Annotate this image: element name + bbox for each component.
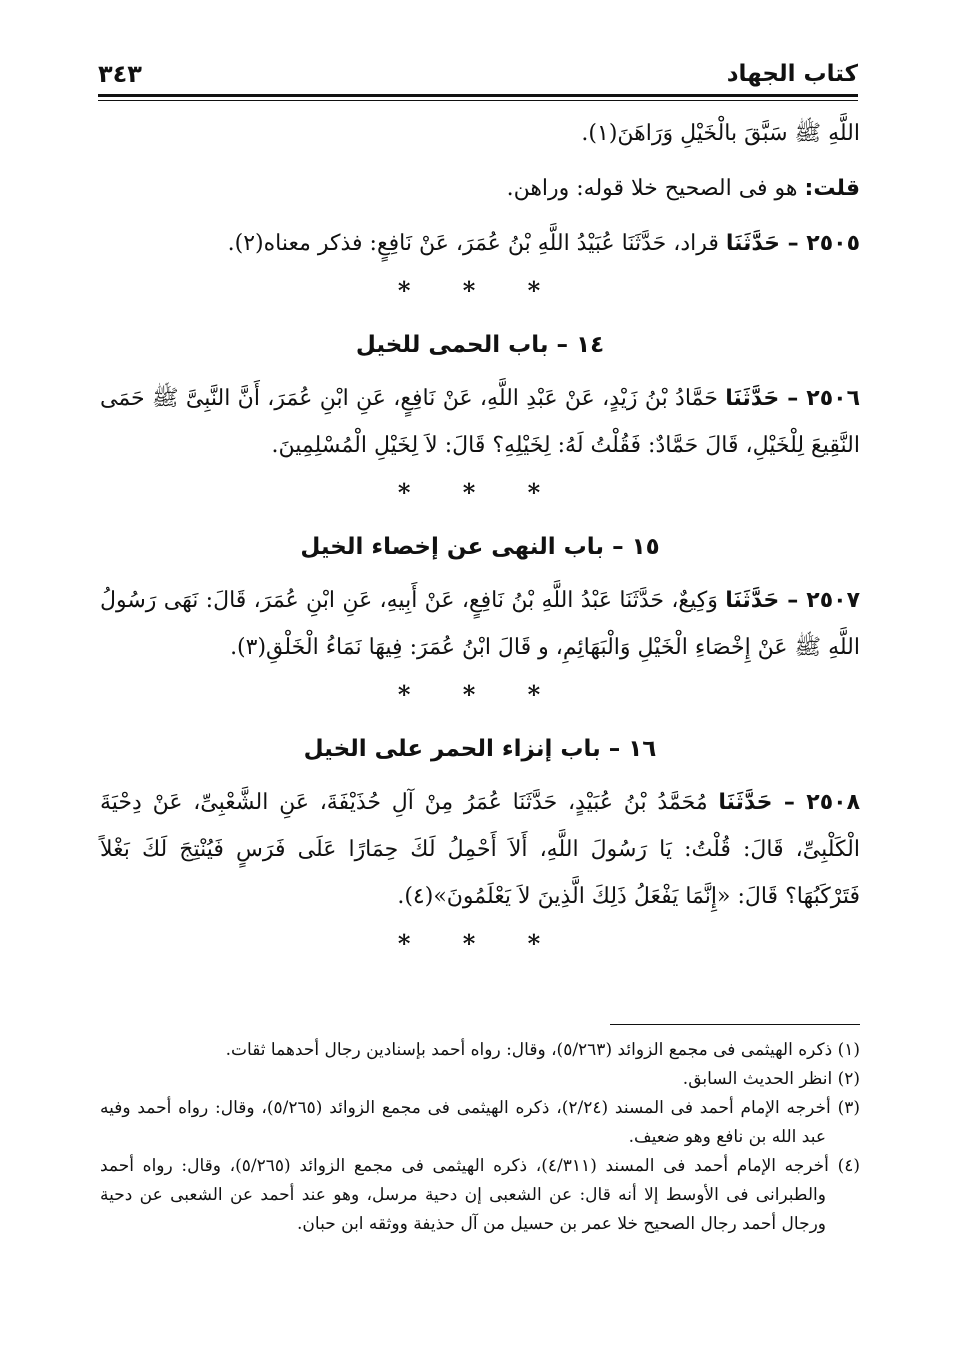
hadith-2505 [100,220,860,267]
section-15-title: ١٥ – باب النهى عن إخصاء الخيل [300,534,660,560]
hadith-2507-number: ٢٥٠٧ – حَدَّثَنَا [725,588,860,613]
qult-text: هو فى الصحيح خلا قوله: وراهن. [506,176,805,201]
page-header [98,52,858,96]
footnotes [100,1036,860,1239]
hadith-2505-text: قراد، حَدَّثَنَا عُبَيْدُ اللَّهِ بْنُ عُمَرَ، عَنْ نَافِعٍ: فذكر معناه(٢). [227,231,726,256]
section-divider-stars: * * * [397,929,563,958]
footnote-4: (٤) أخرجه الإمام أحمد فى المسند (٤/٣١١)، ذكره الهيثمى فى مجمع الزوائد (٥/٢٦٥)، وقال: رواه أحمد والطبرانى فى الأوسط إلا أنه قال: عن الشعبى إن دحية مرسل، وهو عند أحمد عن الشعبى عن دحية ورجال أحمد رجال الصحيح خلا عمر بن حسيل من آل حذيفة ووثقه ابن حبان. [100,1156,860,1234]
hadith-2506-number: ٢٥٠٦ – حَدَّثَنَا [725,386,860,411]
header-rule-thick [98,94,858,97]
hadith-2507 [100,577,860,671]
main-text [100,110,860,968]
hadith-2508-number: ٢٥٠٨ – حَدَّثَنَا [718,790,860,815]
page-number: ٣٤٣ [98,60,142,88]
section-divider-stars: * * * [397,680,563,709]
hadith-2506-text: حَمَّادُ بْنُ زَيْدٍ، عَنْ عَبْدِ اللَّهِ، عَنْ نَافِعٍ، عَنِ ابْنِ عُمَرَ، أَنَّ النَّبِىَّ ﷺ حَمَى النَّقِيعَ لِلْخَيْلِ، قَالَ حَمَّادٌ: فَقُلْتُ لَهُ: لِخَيْلِهِ؟ قَالَ: لاَ لِخَيْلِ الْمُسْلِمِينَ. [100,386,860,458]
book-title: كتاب الجهاد [726,61,858,87]
hadith-2506 [100,375,860,469]
hadith-2508-text: مُحَمَّدُ بْنُ عُبَيْدٍ، حَدَّثَنَا عُمَرُ مِنْ آلِ حُذَيْفَةَ، عَنِ الشَّعْبِىِّ، عَنْ دِحْيَةَ الْكَلْبِىِّ، قَالَ: قُلْتُ: يَا رَسُولَ اللَّهِ، أَلاَ أَحْمِلُ لَكَ حِمَارًا عَلَى فَرَسٍ فَيُنْتِجَ لَكَ بَغْلاً فَتَرْكَبُهَا؟ قَالَ: «إِنَّمَا يَفْعَلُ ذَلِكَ الَّذِينَ لاَ يَعْلَمُونَ»(٤). [100,790,860,909]
hadith-2508 [100,779,860,920]
section-14-title: ١٤ – باب الحمى للخيل [355,332,605,358]
section-16-title: ١٦ – باب إنزاء الحمر على الخيل [303,736,657,762]
section-divider-stars: * * * [397,478,563,507]
continued-line: اللَّهِ ﷺ سَبَّقَ بالْخَيْلِ وَرَاهَنَ(١). [581,121,860,146]
footnote-2: (٢) انظر الحديث السابق. [682,1069,860,1089]
footnote-1: (١) ذكره الهيثمى فى مجمع الزوائد (٥/٢٦٣)، وقال: رواه أحمد بإسنادين رجال أحدهما ثقات. [225,1040,860,1060]
qult-paragraph [100,165,860,212]
header-rule-thin [98,100,858,101]
qult-label: قلت: [804,176,860,201]
footnote-3: (٣) أخرجه الإمام أحمد فى المسند (٢/٢٤)، ذكره الهيثمى فى مجمع الزوائد (٥/٢٦٥)، وقال: رواه أحمد وفيه عبد الله بن نافع وهو ضعيف. [100,1098,860,1147]
hadith-2507-text: وَكِيعٌ، حَدَّثَنَا عَبْدُ اللَّهِ بْنُ نَافِعٍ، عَنْ أَبِيهِ، عَنِ ابْنِ عُمَرَ، قَالَ: نَهَى رَسُولُ اللَّهِ ﷺ عَنْ إِخْصَاءِ الْخَيْلِ وَالْبَهَائِمِ، و قَالَ ابْنُ عُمَرَ: فِيهَا نَمَاءُ الْخَلْقِ(٣). [100,588,860,660]
hadith-2505-number: ٢٥٠٥ – حَدَّثَنَا [725,231,860,256]
section-divider-stars: * * * [397,276,563,305]
footnote-rule [610,1024,860,1025]
